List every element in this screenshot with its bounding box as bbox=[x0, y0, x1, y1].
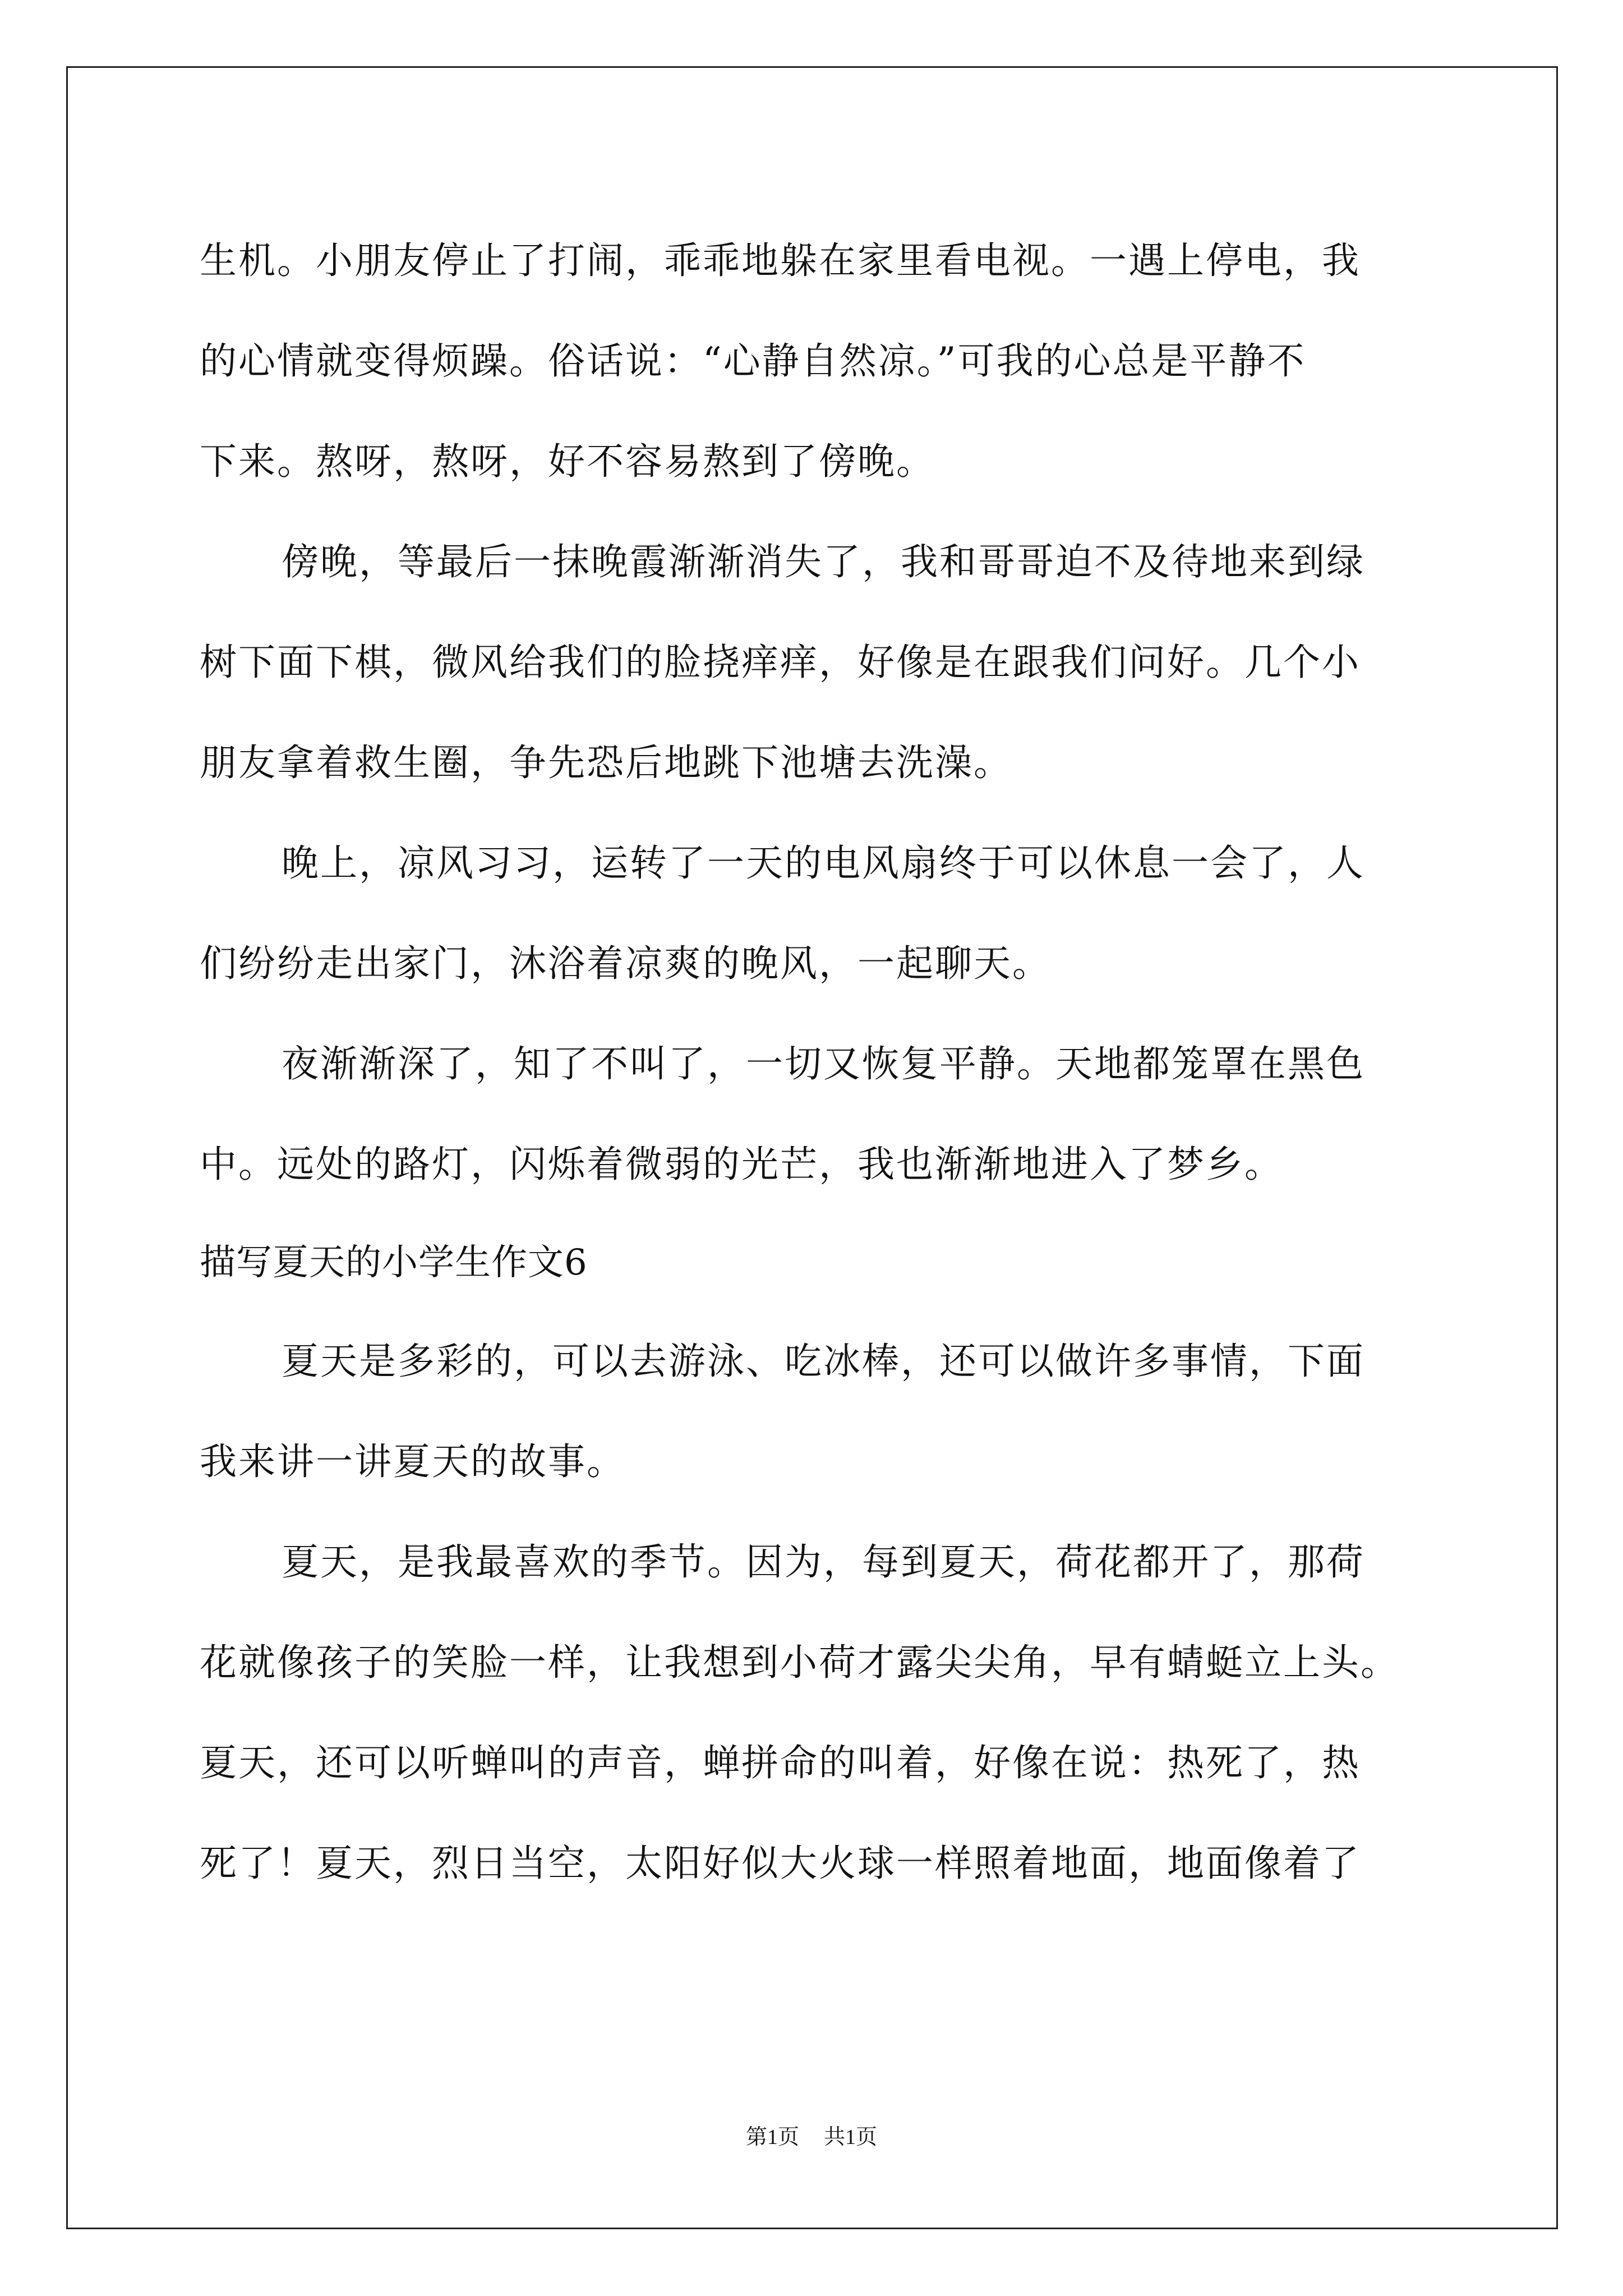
text-line: 的心情就变得烦躁。俗话说：“心静自然凉。”可我的心总是平静不 bbox=[200, 339, 1306, 383]
section-heading: 描写夏天的小学生作文6 bbox=[200, 1242, 588, 1283]
text-line: 晚上，凉风习习，运转了一天的电风扇终于可以休息一会了，人 bbox=[282, 841, 1365, 885]
document-body bbox=[200, 210, 1456, 1913]
text-line: 傍晚，等最后一抹晚霞渐渐消失了，我和哥哥迫不及待地来到绿 bbox=[282, 540, 1365, 583]
text-line: 我来讲一讲夏天的故事。 bbox=[200, 1440, 625, 1483]
text-line: 夏天，是我最喜欢的季节。因为，每到夏天，荷花都开了，那荷 bbox=[282, 1540, 1365, 1584]
text-line: 花就像孩子的笑脸一样，让我想到小荷才露尖尖角，早有蜻蜓立上头。 bbox=[200, 1641, 1399, 1684]
text-line: 下来。熬呀，熬呀，好不容易熬到了傍晚。 bbox=[200, 440, 935, 483]
text-line: 夏天，还可以听蝉叫的声音，蝉拼命的叫着，好像在说：热死了，热 bbox=[200, 1741, 1361, 1784]
text-line: 树下面下棋，微风给我们的脸挠痒痒，好像是在跟我们问好。几个小 bbox=[200, 641, 1361, 684]
page-footer bbox=[0, 2123, 1623, 2151]
text-line: 夜渐渐深了，知了不叫了，一切又恢复平静。天地都笼罩在黑色 bbox=[282, 1042, 1365, 1085]
page-number: 第1页 bbox=[745, 2125, 799, 2149]
text-line: 生机。小朋友停止了打闹，乖乖地躲在家里看电视。一遇上停电，我 bbox=[200, 239, 1361, 282]
text-line: 死了！夏天，烈日当空，太阳好似大火球一样照着地面，地面像着了 bbox=[200, 1842, 1361, 1885]
text-line: 朋友拿着救生圈，争先恐后地跳下池塘去洗澡。 bbox=[200, 741, 1012, 784]
text-line: 们纷纷走出家门，沐浴着凉爽的晚风，一起聊天。 bbox=[200, 942, 1051, 985]
text-line: 夏天是多彩的，可以去游泳、吃冰棒，还可以做许多事情，下面 bbox=[282, 1340, 1365, 1383]
text-line: 中。远处的路灯，闪烁着微弱的光芒，我也渐渐地进入了梦乡。 bbox=[200, 1143, 1283, 1186]
page-total: 共1页 bbox=[824, 2125, 878, 2149]
